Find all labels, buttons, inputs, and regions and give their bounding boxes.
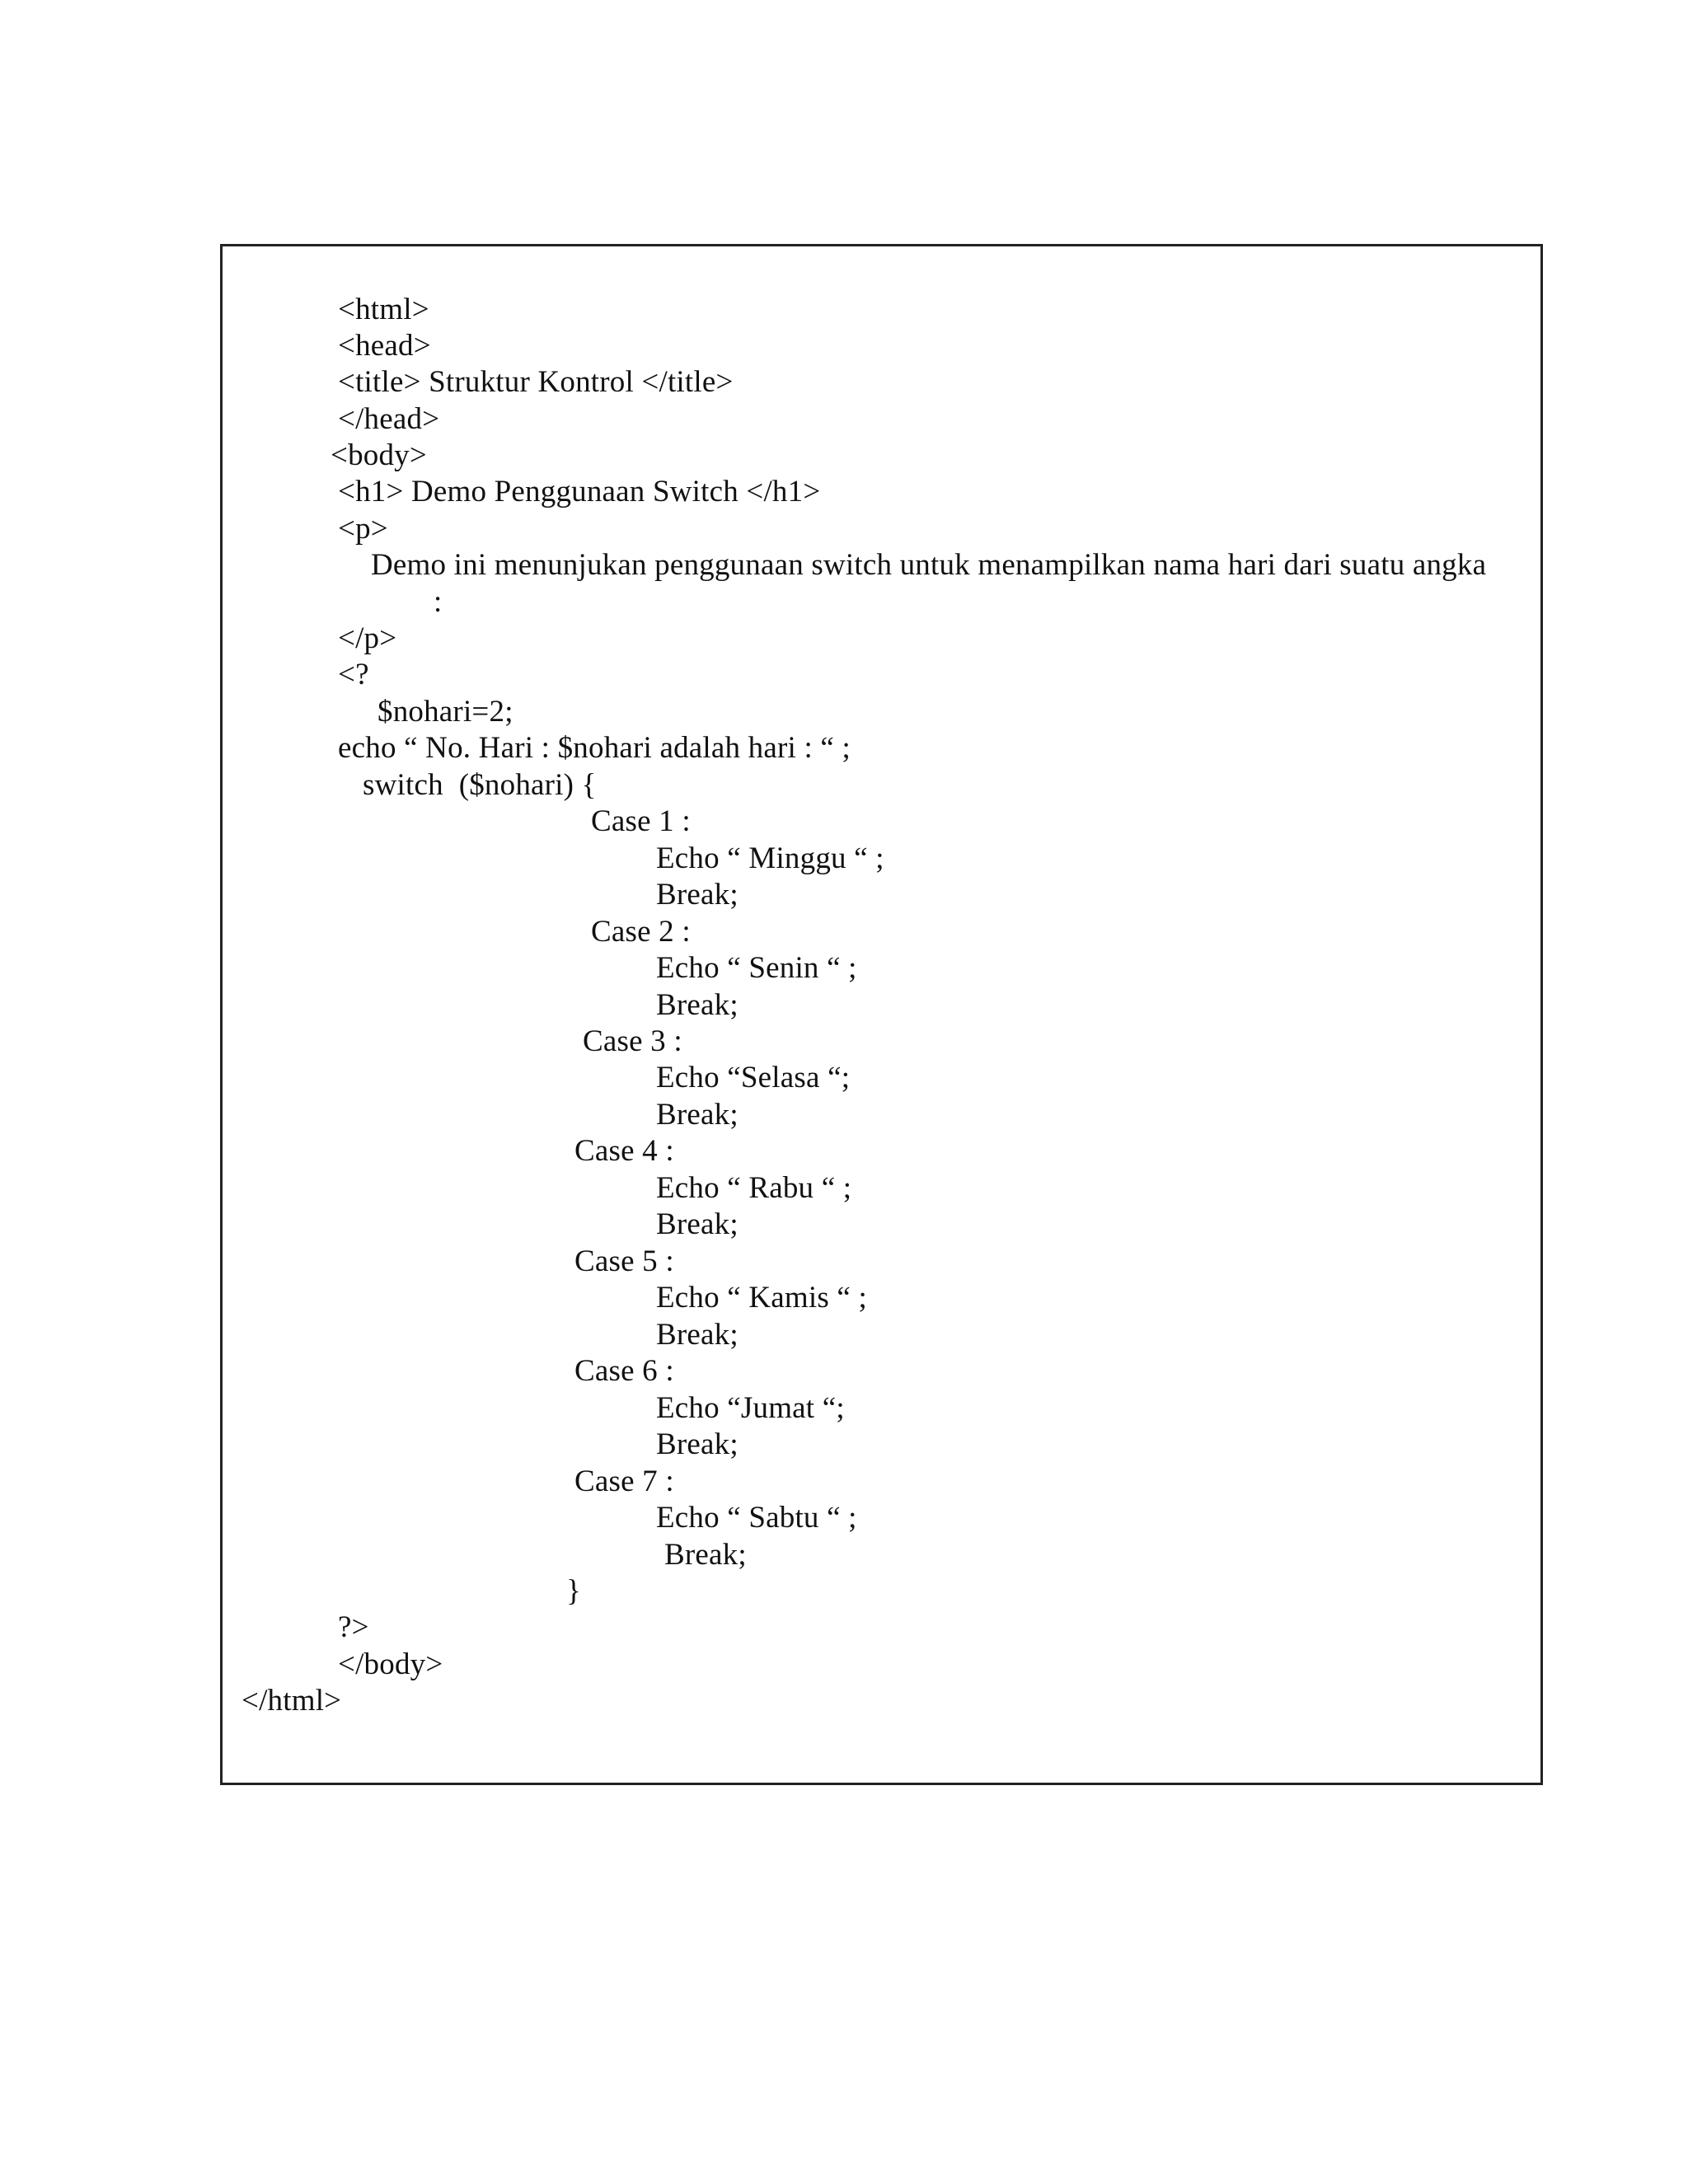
code-line: <?: [338, 658, 369, 691]
code-line: <h1> Demo Penggunaan Switch </h1>: [338, 475, 821, 509]
code-line: Break;: [664, 1538, 747, 1572]
code-line: $nohari=2;: [377, 695, 513, 729]
code-line: <html>: [338, 293, 429, 326]
code-line: }: [566, 1574, 581, 1608]
code-line: <body>: [331, 438, 427, 472]
code-line: Break;: [656, 1207, 738, 1241]
code-line: <title> Struktur Kontrol </title>: [338, 365, 734, 399]
code-line: Echo “Jumat “;: [656, 1391, 845, 1425]
code-line: :: [434, 585, 443, 619]
code-line: switch ($nohari) {: [363, 768, 597, 802]
code-line: Case 3 :: [583, 1024, 682, 1058]
code-line: echo “ No. Hari : $nohari adalah hari : “ ;: [338, 731, 851, 765]
code-line: </p>: [338, 621, 397, 655]
code-line: Echo “ Kamis “ ;: [656, 1281, 867, 1315]
code-line: <head>: [338, 329, 431, 363]
code-line: <p>: [338, 512, 388, 546]
code-line: </html>: [241, 1684, 342, 1718]
code-line: </head>: [338, 402, 440, 436]
code-line: Case 1 :: [591, 804, 691, 838]
code-line: ?>: [338, 1610, 369, 1644]
code-line: </body>: [338, 1647, 443, 1681]
code-line: Case 7 :: [574, 1465, 674, 1498]
code-line: Break;: [656, 1318, 738, 1352]
code-line: Case 4 :: [574, 1134, 674, 1168]
code-line: Break;: [656, 1098, 738, 1132]
code-line: Echo “ Senin “ ;: [656, 951, 857, 985]
code-line: Case 2 :: [591, 915, 691, 949]
code-line: Break;: [656, 878, 738, 912]
code-line: Echo “Selasa “;: [656, 1061, 851, 1094]
code-line: Break;: [656, 988, 738, 1022]
code-line: Echo “ Minggu “ ;: [656, 841, 884, 875]
code-line: Echo “ Rabu “ ;: [656, 1171, 852, 1205]
code-line: Case 6 :: [574, 1354, 674, 1388]
code-line: Break;: [656, 1427, 738, 1461]
code-line: Echo “ Sabtu “ ;: [656, 1501, 857, 1535]
code-line: Case 5 :: [574, 1244, 674, 1278]
code-line: Demo ini menunjukan penggunaan switch untuk menampilkan nama hari dari suatu angka: [371, 548, 1487, 582]
